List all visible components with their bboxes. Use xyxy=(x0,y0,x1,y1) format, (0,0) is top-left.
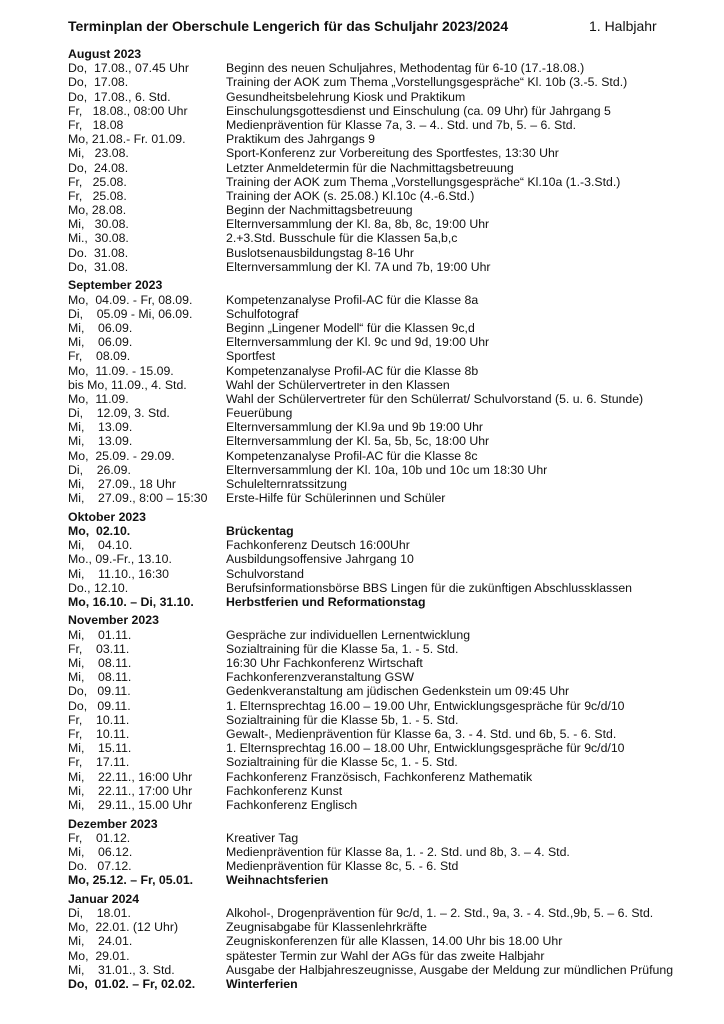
event-description: 1. Elternsprechtag 16.00 – 18.00 Uhr, Entwicklungsgespräche für 9c/d/10 xyxy=(226,741,625,756)
schedule-row xyxy=(68,934,708,948)
schedule-row xyxy=(68,175,708,189)
event-description: Ausgabe der Halbjahreszeugnisse, Ausgabe der Meldung zur mündlichen Prüfung xyxy=(226,962,674,977)
event-description: Training der AOK zum Thema „Vorstellungsgespräche“ Kl. 10b (3.-5. Std.) xyxy=(226,75,628,90)
event-date: Mi, 08.11. xyxy=(68,670,132,685)
event-description: 16:30 Uhr Fachkonferenz Wirtschaft xyxy=(226,656,423,671)
event-description: Sportfest xyxy=(226,349,276,364)
schedule-row xyxy=(68,477,708,491)
event-date: Mi, 24.01. xyxy=(68,934,133,949)
event-description: Einschulungsgottesdienst und Einschulung (ca. 09 Uhr) für Jahrgang 5 xyxy=(226,103,611,118)
event-date: Do, 17.08., 6. Std. xyxy=(68,89,171,104)
event-description: Fachkonferenz Deutsch 16:00Uhr xyxy=(226,538,410,553)
event-description: Gedenkveranstaltung am jüdischen Gedenkstein um 09:45 Uhr xyxy=(226,684,570,699)
schedule-row xyxy=(68,90,708,104)
event-description: Medienprävention für Klasse 8c, 5. - 6. Std xyxy=(226,859,459,874)
event-date: Mi., 30.08. xyxy=(68,231,129,246)
schedule-row xyxy=(68,845,708,859)
schedule-row xyxy=(68,104,708,118)
event-date: Fr, 25.08. xyxy=(68,188,127,203)
month-section xyxy=(68,817,708,888)
schedule-row xyxy=(68,189,708,203)
event-date: Fr, 25.08. xyxy=(68,174,127,189)
event-description: Elternversammlung der Kl.9a und 9b 19:00 Uhr xyxy=(226,420,484,435)
event-date: Mi, 13.09. xyxy=(68,434,133,449)
schedule-row xyxy=(68,552,708,566)
schedule-row xyxy=(68,628,708,642)
schedule-row xyxy=(68,246,708,260)
month-heading: September 2023 xyxy=(68,278,163,293)
schedule-sections xyxy=(68,47,708,996)
event-description: Kompetenzanalyse Profil-AC für die Klasse 8a xyxy=(226,292,479,307)
event-description: Erste-Hilfe für Schülerinnen und Schüler xyxy=(226,491,446,506)
event-description: Winterferien xyxy=(226,976,298,991)
month-section xyxy=(68,510,708,609)
event-description: Sozialtraining für die Klasse 5b, 1. - 5. Std. xyxy=(226,712,459,727)
event-description: Gespräche zur individuellen Lernentwicklung xyxy=(226,627,471,642)
event-description: Sozialtraining für die Klasse 5a, 1. - 5. Std. xyxy=(226,641,459,656)
month-heading: Januar 2024 xyxy=(68,891,140,906)
schedule-row xyxy=(68,741,708,755)
schedule-row xyxy=(68,260,708,274)
schedule-row xyxy=(68,699,708,713)
semester-label: 1. Halbjahr xyxy=(589,18,657,34)
schedule-row xyxy=(68,642,708,656)
event-date: Mi, 04.10. xyxy=(68,538,133,553)
event-date: Fr, 17.11. xyxy=(68,755,130,770)
schedule-row xyxy=(68,784,708,798)
event-description: Praktikum des Jahrgangs 9 xyxy=(226,132,376,147)
schedule-row xyxy=(68,293,708,307)
event-date: Mi, 11.10., 16:30 xyxy=(68,566,169,581)
event-description: Feuerübung xyxy=(226,406,293,421)
event-description: Schulvorstand xyxy=(226,566,304,581)
schedule-row xyxy=(68,75,708,89)
month-section xyxy=(68,47,708,274)
schedule-row xyxy=(68,859,708,873)
event-description: Gewalt-, Medienprävention für Klasse 6a, 3. - 4. Std. und 6b, 5. - 6. Std. xyxy=(226,726,617,741)
schedule-row xyxy=(68,392,708,406)
schedule-row xyxy=(68,595,708,609)
month-heading: Dezember 2023 xyxy=(68,816,158,831)
schedule-row xyxy=(68,581,708,595)
schedule-row xyxy=(68,203,708,217)
event-description: Training der AOK zum Thema „Vorstellungsgespräche“ Kl.10a (1.-3.Std.) xyxy=(226,174,621,189)
schedule-row xyxy=(68,378,708,392)
event-date: Fr, 08.09. xyxy=(68,349,131,364)
event-description: Elternversammlung der Kl. 9c und 9d, 19:00 Uhr xyxy=(226,335,490,350)
event-description: Kreativer Tag xyxy=(226,830,299,845)
event-description: Berufsinformationsbörse BBS Lingen für die zukünftigen Abschlussklassen xyxy=(226,580,633,595)
event-description: Fachkonferenzveranstaltung GSW xyxy=(226,670,414,685)
schedule-row xyxy=(68,307,708,321)
month-section xyxy=(68,892,708,991)
event-description: Elternversammlung der Kl. 5a, 5b, 5c, 18:00 Uhr xyxy=(226,434,490,449)
event-date: Do, 17.08., 07.45 Uhr xyxy=(68,61,189,76)
event-date: Mi, 08.11. xyxy=(68,656,132,671)
schedule-row xyxy=(68,231,708,245)
event-date: Di, 05.09 - Mi, 06.09. xyxy=(68,306,193,321)
event-description: Elternversammlung der Kl. 10a, 10b und 10c um 18:30 Uhr xyxy=(226,462,548,477)
schedule-row xyxy=(68,146,708,160)
schedule-row xyxy=(68,770,708,784)
schedule-row xyxy=(68,434,708,448)
event-description: Herbstferien und Reformationstag xyxy=(226,594,426,609)
event-description: Kompetenzanalyse Profil-AC für die Klasse 8b xyxy=(226,363,479,378)
event-date: Di, 26.09. xyxy=(68,462,131,477)
event-description: Elternversammlung der Kl. 8a, 8b, 8c, 19:00 Uhr xyxy=(226,217,490,232)
event-date: Mi, 06.12. xyxy=(68,844,133,859)
schedule-row xyxy=(68,727,708,741)
event-description: Sport-Konferenz zur Vorbereitung des Sportfestes, 13:30 Uhr xyxy=(226,146,559,161)
month-heading: Oktober 2023 xyxy=(68,509,146,524)
event-date: Do, 17.08. xyxy=(68,75,129,90)
document-title: Terminplan der Oberschule Lengerich für das Schuljahr 2023/2024 xyxy=(68,18,509,34)
event-date: Mo., 09.-Fr., 13.10. xyxy=(68,552,172,567)
schedule-row xyxy=(68,161,708,175)
event-date: Do. 07.12. xyxy=(68,859,132,874)
event-date: Di, 12.09, 3. Std. xyxy=(68,406,170,421)
event-description: spätester Termin zur Wahl der AGs für das zweite Halbjahr xyxy=(226,948,545,963)
schedule-row xyxy=(68,321,708,335)
event-description: Medienprävention für Klasse 8a, 1. - 2. Std. und 8b, 3. – 4. Std. xyxy=(226,844,570,859)
event-description: Schulelternratssitzung xyxy=(226,477,347,492)
event-date: Do. 31.08. xyxy=(68,245,129,260)
event-date: Mo, 11.09. - 15.09. xyxy=(68,363,174,378)
schedule-row xyxy=(68,977,708,991)
event-date: Mo, 25.12. – Fr, 05.01. xyxy=(68,873,194,888)
schedule-row xyxy=(68,963,708,977)
event-date: Fr, 10.11. xyxy=(68,712,130,727)
event-date: Mi, 29.11., 15.00 Uhr xyxy=(68,797,193,812)
event-date: Mi, 06.09. xyxy=(68,335,133,350)
schedule-row xyxy=(68,491,708,505)
event-date: Mi, 22.11., 16:00 Uhr xyxy=(68,769,193,784)
schedule-row xyxy=(68,463,708,477)
event-date: Mo, 28.08. xyxy=(68,203,127,218)
event-description: Medienprävention für Klasse 7a, 3. – 4.. Std. und 7b, 5. – 6. Std. xyxy=(226,117,576,132)
schedule-row xyxy=(68,920,708,934)
month-section xyxy=(68,613,708,812)
event-date: Do., 12.10. xyxy=(68,580,129,595)
event-date: Fr, 10.11. xyxy=(68,726,130,741)
event-date: Fr, 03.11. xyxy=(68,641,130,656)
event-description: 1. Elternsprechtag 16.00 – 19.00 Uhr, Entwicklungsgespräche für 9c/d/10 xyxy=(226,698,625,713)
event-date: Mi, 31.01., 3. Std. xyxy=(68,962,175,977)
event-description: Fachkonferenz Französisch, Fachkonferenz Mathematik xyxy=(226,769,533,784)
event-date: Mi, 27.09., 18 Uhr xyxy=(68,477,176,492)
event-description: 2.+3.Std. Busschule für die Klassen 5a,b,c xyxy=(226,231,458,246)
event-description: Wahl der Schülervertreter in den Klassen xyxy=(226,377,450,392)
schedule-row xyxy=(68,906,708,920)
schedule-row xyxy=(68,132,708,146)
event-description: Schulfotograf xyxy=(226,306,299,321)
schedule-row xyxy=(68,949,708,963)
schedule-row xyxy=(68,349,708,363)
schedule-row xyxy=(68,364,708,378)
event-date: Do, 31.08. xyxy=(68,259,129,274)
month-heading: August 2023 xyxy=(68,47,142,61)
schedule-row xyxy=(68,61,708,75)
event-description: Zeugniskonferenzen für alle Klassen, 14.00 Uhr bis 18.00 Uhr xyxy=(226,934,563,949)
event-date: Mi, 23.08. xyxy=(68,146,129,161)
event-description: Gesundheitsbelehrung Kiosk und Praktikum xyxy=(226,89,466,104)
event-date: Mo, 02.10. xyxy=(68,523,131,538)
event-date: Do, 01.02. – Fr, 02.02. xyxy=(68,976,196,991)
event-description: Kompetenzanalyse Profil-AC für die Klasse 8c xyxy=(226,448,478,463)
event-date: bis Mo, 11.09., 4. Std. xyxy=(68,377,187,392)
schedule-row xyxy=(68,538,708,552)
event-description: Fachkonferenz Kunst xyxy=(226,783,343,798)
event-date: Mo, 04.09. - Fr, 08.09. xyxy=(68,292,193,307)
event-date: Mi, 30.08. xyxy=(68,217,129,232)
event-date: Mi, 22.11., 17:00 Uhr xyxy=(68,783,193,798)
event-date: Di, 18.01. xyxy=(68,906,131,921)
event-date: Do, 24.08. xyxy=(68,160,129,175)
month-section xyxy=(68,278,708,505)
schedule-row xyxy=(68,335,708,349)
event-description: Training der AOK (s. 25.08.) Kl.10c (4.-6.Std.) xyxy=(226,188,475,203)
event-date: Mo, 16.10. – Di, 31.10. xyxy=(68,594,194,609)
event-description: Zeugnisabgabe für Klassenlehrkräfte xyxy=(226,920,427,935)
month-heading: November 2023 xyxy=(68,613,159,628)
event-description: Elternversammlung der Kl. 7A und 7b, 19:00 Uhr xyxy=(226,259,491,274)
event-date: Fr, 18.08., 08:00 Uhr xyxy=(68,103,188,118)
event-description: Beginn „Lingener Modell“ für die Klassen 9c,d xyxy=(226,320,475,335)
event-description: Beginn der Nachmittagsbetreuung xyxy=(226,203,413,218)
schedule-row xyxy=(68,755,708,769)
event-date: Mi, 01.11. xyxy=(68,627,132,642)
schedule-row xyxy=(68,118,708,132)
event-date: Fr, 01.12. xyxy=(68,830,131,845)
schedule-row xyxy=(68,217,708,231)
schedule-row xyxy=(68,831,708,845)
event-date: Mi, 13.09. xyxy=(68,420,133,435)
event-description: Buslotsenausbildungstag 8-16 Uhr xyxy=(226,245,414,260)
event-description: Ausbildungsoffensive Jahrgang 10 xyxy=(226,552,414,567)
schedule-row xyxy=(68,567,708,581)
schedule-row xyxy=(68,713,708,727)
schedule-row xyxy=(68,524,708,538)
schedule-row xyxy=(68,798,708,812)
event-date: Mo, 25.09. - 29.09. xyxy=(68,448,175,463)
event-description: Letzter Anmeldetermin für die Nachmittagsbetreuung xyxy=(226,160,514,175)
event-date: Mi, 06.09. xyxy=(68,320,133,335)
schedule-row xyxy=(68,670,708,684)
event-description: Weihnachtsferien xyxy=(226,873,329,888)
schedule-row xyxy=(68,656,708,670)
event-description: Fachkonferenz Englisch xyxy=(226,797,358,812)
schedule-row xyxy=(68,873,708,887)
event-date: Mo, 11.09. xyxy=(68,391,129,406)
event-date: Mo, 22.01. (12 Uhr) xyxy=(68,920,179,935)
event-description: Alkohol-, Drogenprävention für 9c/d, 1. – 2. Std., 9a, 3. - 4. Std.,9b, 5. – 6. Std. xyxy=(226,906,654,921)
event-description: Wahl der Schülervertreter für den Schülerrat/ Schulvorstand (5. u. 6. Stunde) xyxy=(226,391,644,406)
event-description: Beginn des neuen Schuljahres, Methodentag für 6-10 (17.-18.08.) xyxy=(226,61,585,76)
event-date: Do, 09.11. xyxy=(68,684,131,699)
event-date: Mi, 27.09., 8:00 – 15:30 xyxy=(68,491,208,506)
event-date: Mo, 21.08.- Fr. 01.09. xyxy=(68,132,186,147)
event-description: Brückentag xyxy=(226,523,294,538)
event-date: Mi, 15.11. xyxy=(68,741,132,756)
schedule-row xyxy=(68,684,708,698)
event-description: Sozialtraining für die Klasse 5c, 1. - 5. Std. xyxy=(226,755,458,770)
event-date: Do, 09.11. xyxy=(68,698,131,713)
schedule-row xyxy=(68,420,708,434)
event-date: Fr, 18.08 xyxy=(68,117,124,132)
schedule-row xyxy=(68,449,708,463)
event-date: Mo, 29.01. xyxy=(68,948,130,963)
schedule-row xyxy=(68,406,708,420)
